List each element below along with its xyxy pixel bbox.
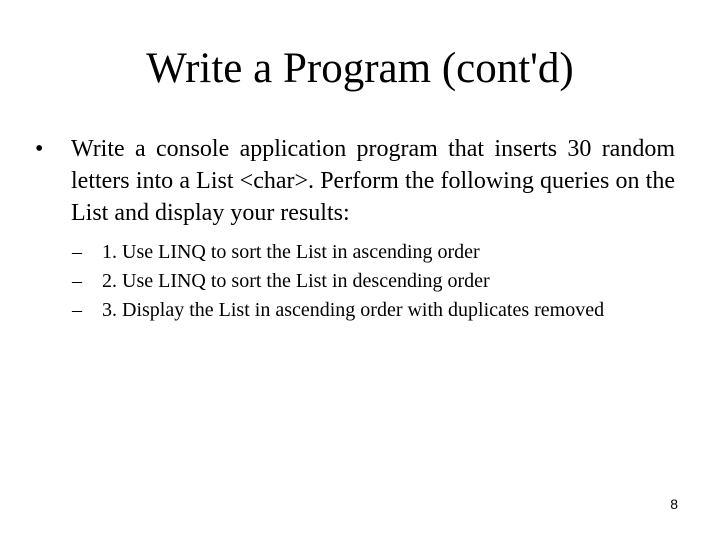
sub-bullet-marker: – — [72, 241, 82, 263]
sub-bullet-text: 1. Use LINQ to sort the List in ascending order — [102, 241, 480, 263]
bullet-text: Write a console application program that inserts 30 random letters into a List <char>. Perform the following queries on the List and display your results: — [71, 136, 675, 226]
sub-bullet-item — [72, 296, 672, 325]
sub-bullet-text: 3. Display the List in ascending order with duplicates removed — [102, 299, 605, 321]
sub-bullet-item — [72, 267, 672, 296]
bullet-marker: • — [35, 136, 44, 162]
slide-title: Write a Program (cont'd) — [146, 45, 574, 92]
sub-bullet-marker: – — [72, 270, 82, 292]
sub-bullet-item — [72, 238, 672, 267]
sub-bullet-list — [72, 238, 672, 325]
page-number: 8 — [670, 496, 678, 512]
sub-bullet-text: 2. Use LINQ to sort the List in descending order — [102, 270, 490, 292]
sub-bullet-marker: – — [72, 299, 82, 321]
